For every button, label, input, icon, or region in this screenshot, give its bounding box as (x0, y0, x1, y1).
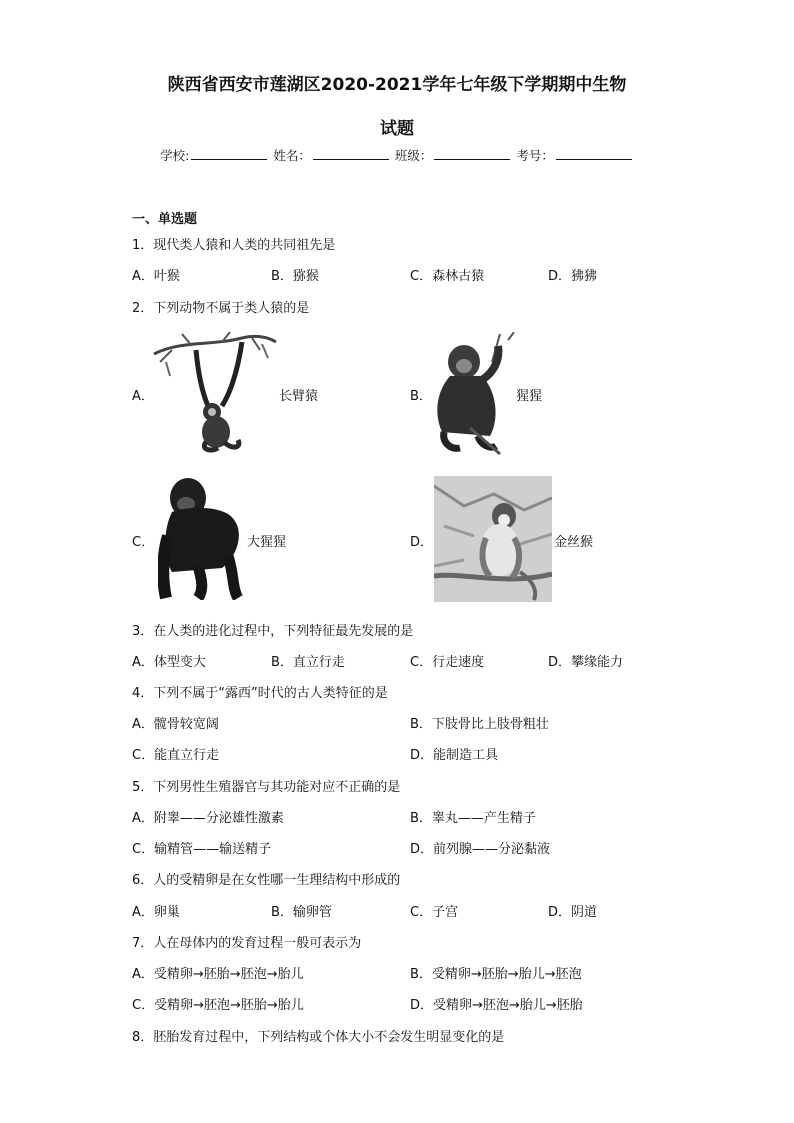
option-c: C． (132, 535, 155, 550)
option-b: B．直立行走 (271, 655, 345, 670)
exam-number-label: 考号： (516, 148, 554, 163)
option-c: C．输精管——输送精子 (132, 842, 272, 857)
image-label: 金丝猴 (554, 535, 594, 550)
question-stem: 4．下列不属于“露西”时代的古人类特征的是 (132, 686, 388, 701)
gibbon-image (152, 332, 278, 454)
class-label: 班级： (394, 148, 433, 163)
option-c: C．子宫 (410, 905, 459, 920)
question-stem: 5．下列男性生殖器官与其功能对应不正确的是 (132, 780, 401, 795)
class-blank (434, 147, 510, 160)
option-d: D．阴道 (548, 905, 598, 920)
option-d: D．前列腺——分泌黏液 (410, 842, 551, 857)
gorilla-image (158, 476, 248, 600)
option-c: C．受精卵→胚泡→胚胎→胎儿 (132, 998, 304, 1013)
name-label: 姓名： (273, 148, 311, 163)
option-a: A．髋骨较宽阔 (132, 717, 219, 732)
option-d: D． (410, 535, 434, 550)
option-c: C．森林古猿 (410, 269, 485, 284)
option-a: A．附睾——分泌雄性激素 (132, 811, 284, 826)
question-stem: 6．人的受精卵是在女性哪一生理结构中形成的 (132, 873, 401, 888)
option-d: D．狒狒 (548, 269, 598, 284)
school-label: 学校: (160, 148, 190, 163)
name-blank (313, 147, 389, 160)
option-b: B．下肢骨比上肢骨粗壮 (410, 717, 549, 732)
option-d: D．攀缘能力 (548, 655, 624, 670)
option-b: B．猕猴 (271, 269, 319, 284)
exam-number-blank (556, 147, 632, 160)
option-a: A．受精卵→胚胎→胚泡→胎儿 (132, 967, 304, 982)
school-blank (191, 147, 267, 160)
question-stem: 7．人在母体内的发育过程一般可表示为 (132, 936, 362, 951)
option-a: A．体型变大 (132, 655, 206, 670)
option-c: C．能直立行走 (132, 748, 220, 763)
image-label: 猩猩 (516, 389, 543, 404)
option-b: B．输卵管 (271, 905, 332, 920)
option-c: C．行走速度 (410, 655, 485, 670)
option-d: D．能制造工具 (410, 748, 499, 763)
option-a: A．卵巢 (132, 905, 180, 920)
student-info-line (0, 146, 794, 164)
page-title: 陕西省西安市莲湖区2020-2021学年七年级下学期期中生物 (167, 75, 627, 95)
option-a: A．叶猴 (132, 269, 180, 284)
question-stem: 3．在人类的进化过程中，下列特征最先发展的是 (132, 624, 414, 639)
golden-monkey-image (434, 476, 552, 602)
question-stem: 2．下列动物不属于类人猿的是 (132, 301, 310, 316)
option-b: B． (410, 389, 432, 404)
page-title-line2: 试题 (380, 119, 414, 139)
option-b: B．睾丸——产生精子 (410, 811, 536, 826)
question-stem: 8．胚胎发育过程中，下列结构或个体大小不会发生明显变化的是 (132, 1030, 505, 1045)
image-label: 长臂猿 (279, 389, 319, 404)
section-title: 一、单选题 (132, 212, 198, 227)
question-stem: 1．现代类人猿和人类的共同祖先是 (132, 238, 336, 253)
option-d: D．受精卵→胚泡→胎儿→胚胎 (410, 998, 583, 1013)
option-b: B．受精卵→胚胎→胎儿→胚泡 (410, 967, 582, 982)
orangutan-image (430, 332, 518, 456)
option-a: A． (132, 389, 154, 404)
image-label: 大猩猩 (247, 535, 287, 550)
